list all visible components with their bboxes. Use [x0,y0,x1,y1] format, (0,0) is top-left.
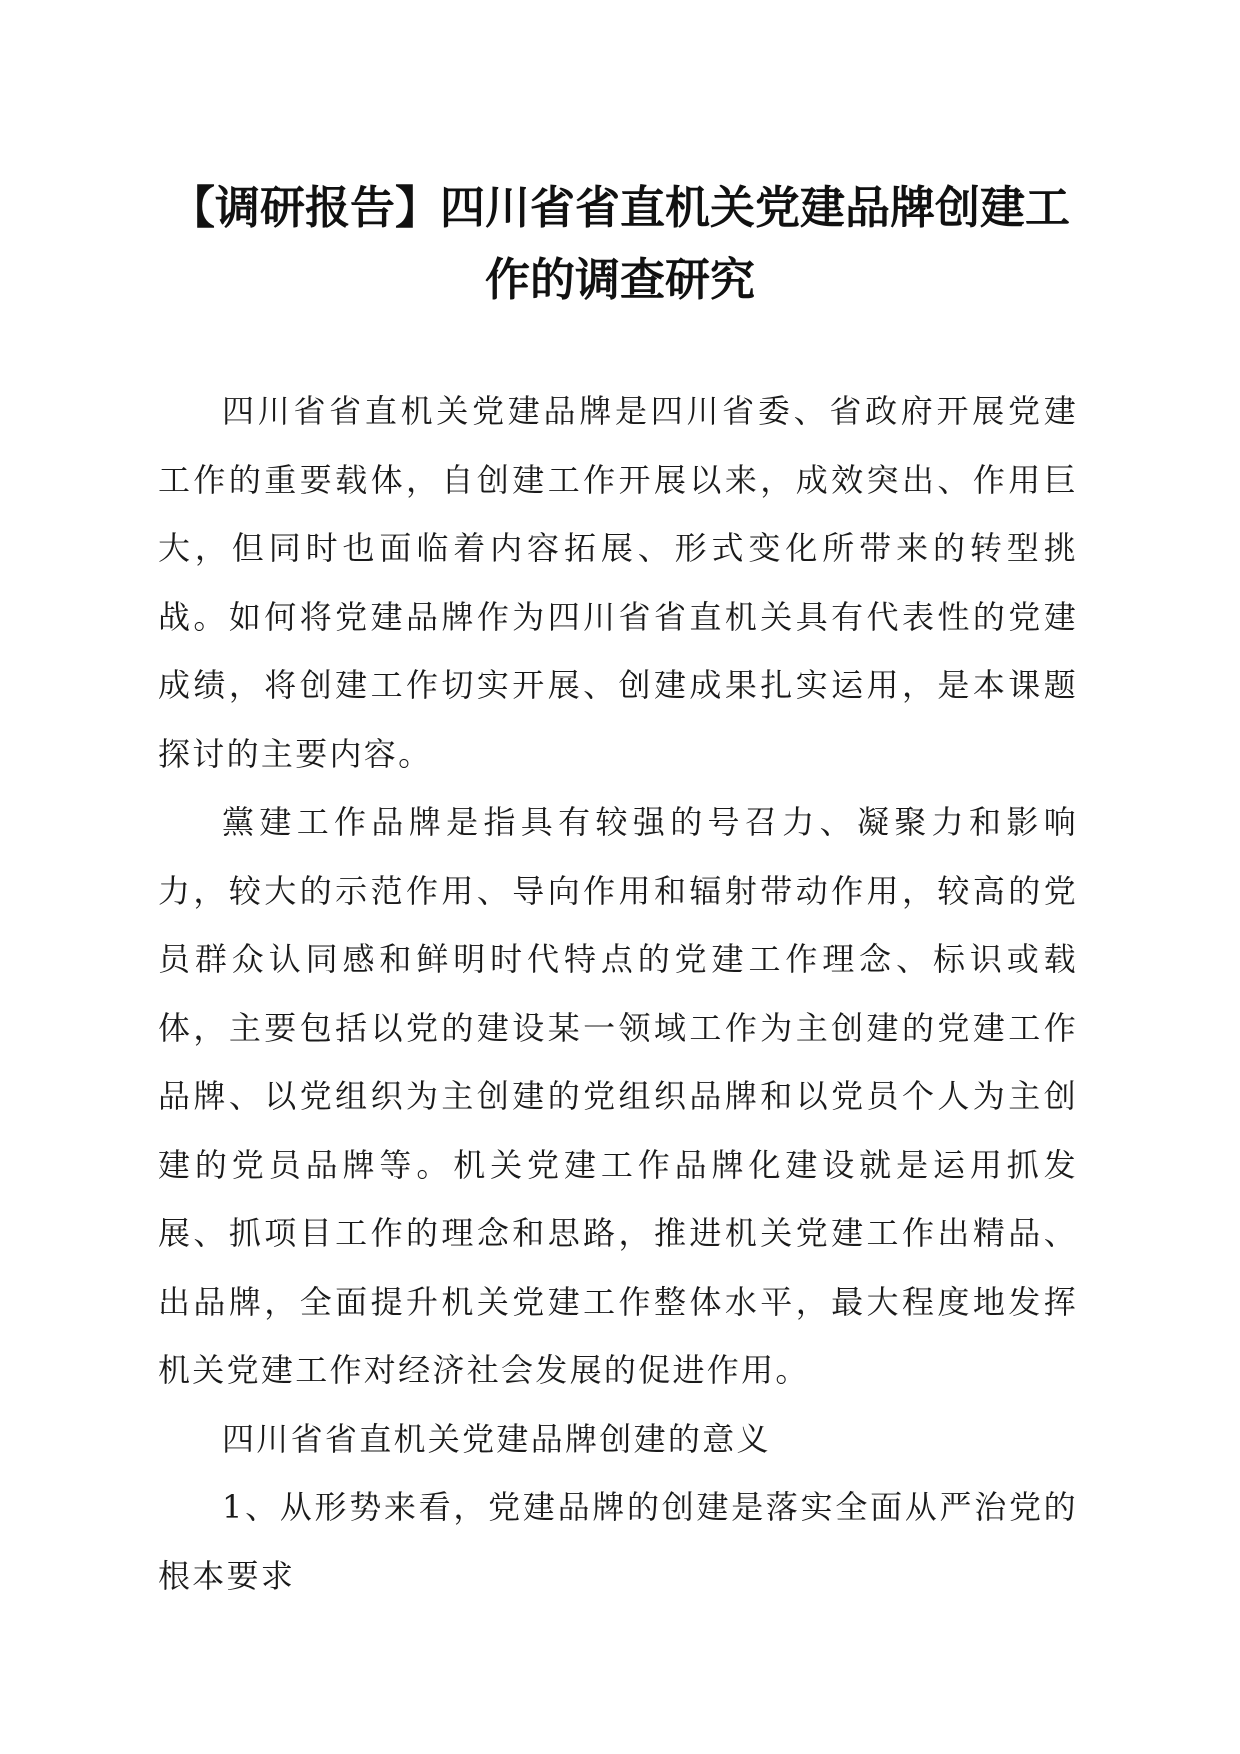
document-title: 【调研报告】四川省省直机关党建品牌创建工作的调查研究 [169,181,1070,306]
section-heading-significance: 四川省省直机关党建品牌创建的意义 [222,1419,771,1458]
paragraph-intro: 四川省省直机关党建品牌是四川省委、省政府开展党建工作的重要载体，自创建工作开展以来，成效突出、作用巨大，但同时也面临着内容拓展、形式变化所带来的转型挑战。如何将党建品牌作为四川省省直机关具有代表性的党建成绩，将创建工作切实开展、创建成果扎实运用，是本课题探讨的主要内容。 [158,392,1078,773]
paragraph-point-1: 1、从形势来看，党建品牌的创建是落实全面从严治党的根本要求 [158,1488,1078,1595]
paragraph-definition: 黨建工作品牌是指具有较强的号召力、凝聚力和影响力，较大的示范作用、导向作用和辐射带动作用，较高的党员群众认同感和鲜明时代特点的党建工作理念、标识或载体，主要包括以党的建设某一领域工作为主创建的党建工作品牌、以党组织为主创建的党组织品牌和以党员个人为主创建的党员品牌等。机关党建工作品牌化建设就是运用抓发展、抓项目工作的理念和思路，推进机关党建工作出精品、出品牌，全面提升机关党建工作整体水平，最大程度地发挥机关党建工作对经济社会发展的促进作用。 [158,803,1078,1389]
document-body [158,377,1078,1610]
